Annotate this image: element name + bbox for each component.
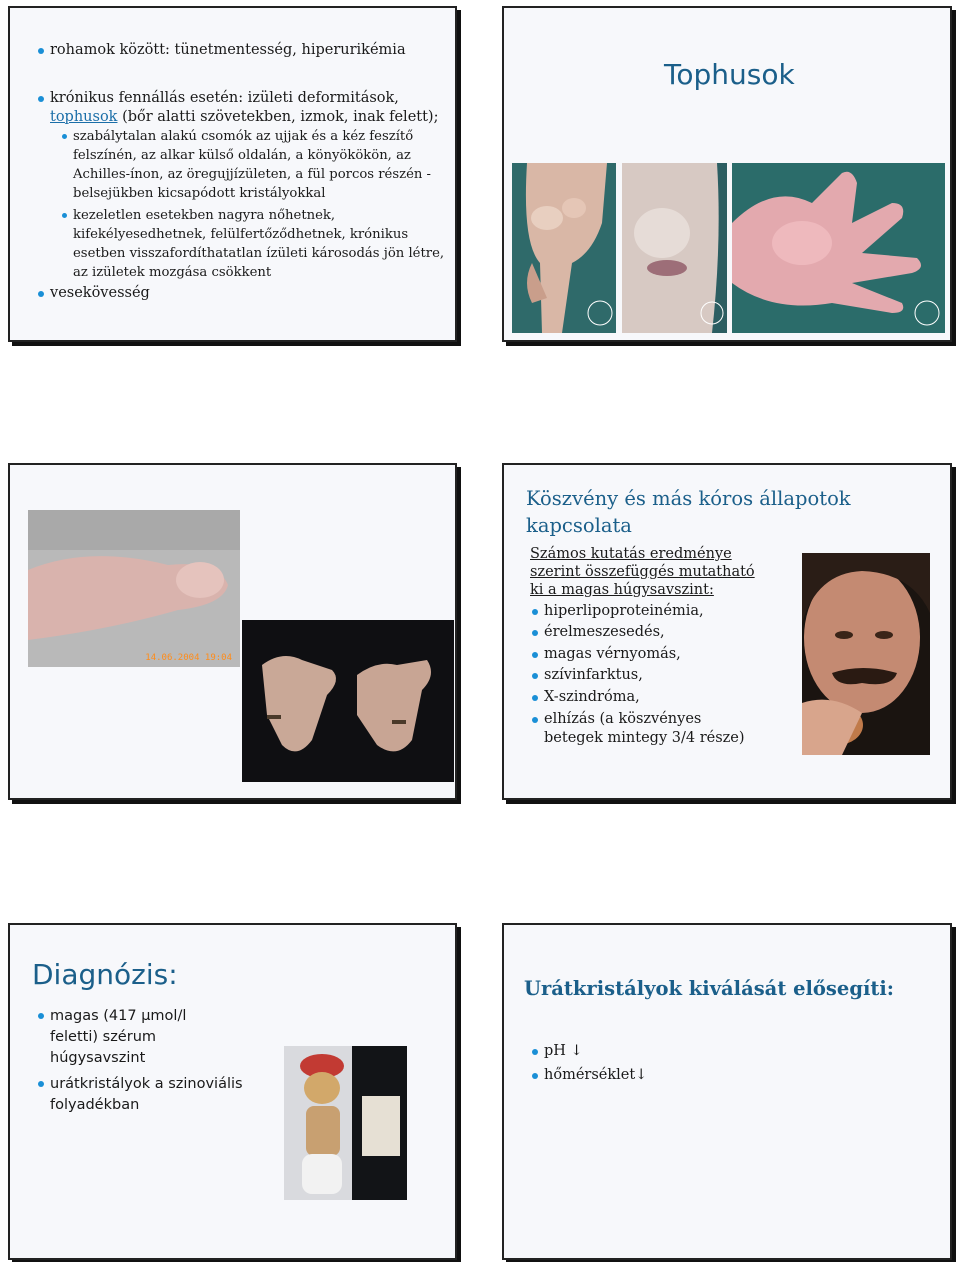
sub-bullet-item: kezeletlen esetekben nagyra nőhetnek, kifekélyesedhetnek, felülfertőződhetnek, krónikus esetben visszafordíthatatlan ízületi károsodás jön létre, az izületek mozgása csökkent [73,206,445,282]
list-item: X-szindróma, [544,688,764,707]
slide-diagnosis [8,923,457,1260]
bullet-dot [532,1073,538,1079]
bullet-item: urátkristályok a szinoviális folyadékban [50,1074,245,1116]
sub-bullet-item: szabálytalan alakú csomók az ujjak és a kéz feszítő felszínén, az alkar külső oldalán, a könyökökön, az Achilles-ínon, az öregujjízületen, a fül porcos részén - belsejükben kicsapódott kristályokkal [73,127,433,203]
slide-foot-hands-photos [8,463,457,800]
photo-hand-tophi [512,163,616,333]
bullet-dot [38,96,44,102]
bullet-dot [532,1049,538,1055]
slide-gout-comorbidities [502,463,952,800]
bullet-dot [532,717,538,723]
bullet-dot [62,213,67,218]
bullet-dot [38,1013,44,1019]
bullet-dot [62,134,67,139]
bullet-dot [38,48,44,54]
slide-urate-crystals [502,923,952,1260]
bullet-dot [38,291,44,297]
bullet-dot [532,630,538,636]
photo-palm-tophi [732,163,945,333]
bullet-item: vesekövesség [50,284,350,303]
bullet-item: magas (417 μmol/l feletti) szérum húgysavszint [50,1006,215,1069]
slide-title: Diagnózis: [32,958,178,991]
bullet-dot [532,673,538,679]
photo-foot-podagra [28,510,240,667]
list-item: magas vérnyomás, [544,645,764,664]
photo-man-eating [802,553,930,755]
slide-title: Köszvény és más kóros állapotok kapcsolata [526,487,851,537]
intro-text: Számos kutatás eredménye szerint összefüggés mutatható ki a magas húgysavszint: [530,546,755,598]
list-item: hiperlipoproteinémia, [544,602,764,621]
bullet-dot [532,652,538,658]
list-item: elhízás (a köszvényes betegek mintegy 3/4 része) [544,710,764,748]
tophusok-link[interactable]: tophusok [50,109,118,125]
bullet-item: rohamok között: tünetmentesség, hiperurikémia [50,41,450,60]
list-item: érelmeszesedés, [544,623,764,642]
list-item: szívinfarktus, [544,666,764,685]
slide-tophusok [502,6,952,342]
slide-symptoms [8,6,457,342]
photo-knee-tophi [622,163,727,333]
photo-hands-tophi [242,620,454,782]
slide-title: Tophusok [664,58,795,91]
photo-teddy-wine [284,1046,407,1200]
bullet-item: krónikus fennállás esetén: izületi deformitások, tophusok (bőr alatti szövetekben, izmok, inak felett); [50,89,450,127]
bullet-dot [532,695,538,701]
list-item: hőmérséklet↓ [544,1066,744,1085]
list-item: pH ↓ [544,1042,744,1061]
bullet-dot [38,1081,44,1087]
slide-title: Urátkristályok kiválását elősegíti: [524,977,894,1000]
bullet-dot [532,609,538,615]
photo-date: 14.06.2004 19:04 [145,653,232,663]
